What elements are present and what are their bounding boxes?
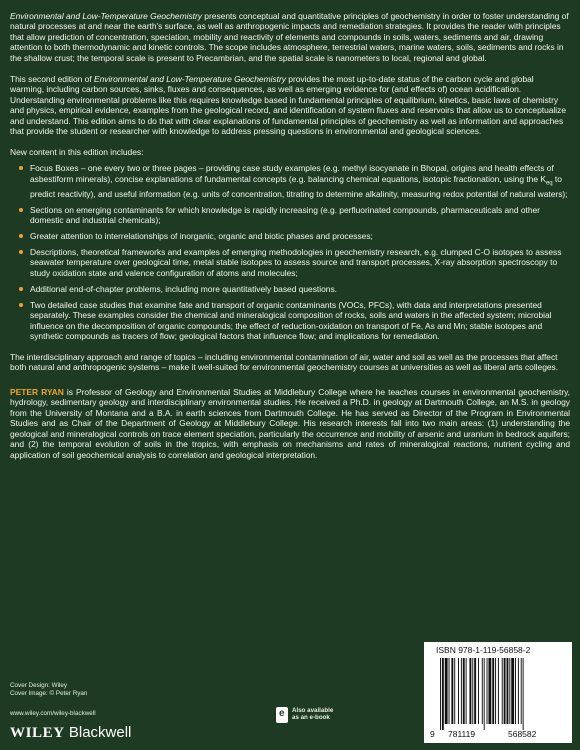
barcode-bar bbox=[472, 658, 473, 724]
barcode-bar bbox=[507, 658, 509, 724]
bullet-1-text-a: Focus Boxes – one every two or three pages – providing case study examples (e.g. methyl isocyanate in Bhopal, origins and health effects of asbestiform minerals), concise explanations of fundamental concepts (e.g. balancing chemical equations, isotopic fractionation, using the K bbox=[30, 163, 554, 184]
barcode-bar bbox=[466, 658, 467, 724]
barcode-bar bbox=[511, 658, 514, 724]
book-title-second: Environmental and Low-Temperature Geochemistry bbox=[93, 73, 286, 84]
barcode-bar bbox=[440, 658, 441, 730]
list-item bbox=[30, 163, 570, 199]
barcode-bar bbox=[461, 658, 462, 724]
barcode-group-1: 781119 bbox=[448, 729, 476, 739]
ebook-icon bbox=[276, 707, 288, 723]
barcode-bar bbox=[463, 658, 465, 724]
barcode-digit-lead: 9 bbox=[430, 729, 435, 739]
intro-paragraph bbox=[10, 11, 570, 63]
barcode-bar bbox=[515, 658, 516, 724]
list-item: Additional end-of-chapter problems, including more quantitatively based questions. bbox=[30, 284, 570, 294]
barcode-bar bbox=[449, 658, 450, 724]
second-edition-paragraph bbox=[10, 74, 570, 137]
book-title: Environmental and Low-Temperature Geochemistry bbox=[10, 11, 202, 21]
barcode-bar bbox=[492, 658, 494, 724]
barcode-bar bbox=[454, 658, 455, 724]
barcode-bar bbox=[523, 658, 524, 730]
barcode-bar bbox=[445, 658, 448, 724]
barcode-group-2: 568582 bbox=[508, 729, 537, 739]
barcode-bar bbox=[498, 658, 499, 724]
isbn-label: ISBN 978-1-119-56858-2 bbox=[436, 645, 531, 655]
barcode-bar bbox=[502, 658, 503, 724]
barcode-bar bbox=[488, 658, 491, 724]
barcode-bar bbox=[509, 658, 510, 724]
barcode-bar bbox=[482, 658, 483, 724]
barcode-bar bbox=[521, 658, 522, 724]
barcode-box bbox=[424, 642, 572, 743]
bullet-1-text-b: to predict reactivity), and useful information (e.g. units of concentration, titrating to determine alkalinity, measuring redox potential of natural waters); bbox=[30, 173, 568, 200]
cover-design-credit: Cover Design: Wiley bbox=[10, 682, 68, 689]
barcode-bar bbox=[451, 658, 453, 724]
list-item: Two detailed case studies that examine fate and transport of organic contaminants (VOCs, PFCs), with data and interpretations presented separately. These examples consider the chemical and mineralogical composition of rocks, soils and waters in the affected system; microbial influence on the decomposition of organic compounds; the effect of reduction-oxidation on transport of Fe, As and Mn; stable isotopes and synthetic compounds as tracers of flow; geological factors that influence flow; and implications for remediation. bbox=[30, 300, 570, 342]
second-edition-text: provides the most up-to-date status of the carbon cycle and global warming, including carbon sources, sinks, fluxes and consequences, as well as emerging evidence for (and effects of) ocean acidification. Understanding environmental problems like this requires knowledge based in fundamental principles of equilibrium, kinetics, basic laws of chemistry and physics, empirical evidence, examples from the geological record, and identification of system fluxes and reservoirs that allow us to conceptualize and understand. This edition aims to do that with clear explanations of fundamental principles of geochemistry as well as information and approaches that provide the student or researcher with knowledge to address pressing questions in environmental and geological sciences. bbox=[10, 73, 567, 137]
ebook-line-2: as an e-book bbox=[292, 714, 330, 722]
barcode-bar bbox=[518, 658, 519, 724]
barcode-bar bbox=[442, 658, 444, 730]
barcode-bar bbox=[458, 658, 459, 724]
publisher-blackwell: Blackwell bbox=[68, 724, 132, 741]
barcode-bars bbox=[440, 658, 524, 730]
list-item: Greater attention to interrelationships of inorganic, organic and biotic phases and processes; bbox=[30, 231, 570, 241]
ebook-text bbox=[292, 707, 333, 722]
new-content-heading: New content in this edition includes: bbox=[10, 146, 144, 157]
ebook-notice bbox=[276, 707, 333, 723]
barcode-bar bbox=[487, 658, 488, 724]
ebook-line-1: Also available bbox=[292, 707, 334, 714]
intro-text: presents conceptual and quantitative principles of geochemistry in order to foster understanding of natural processes at and near the earth's surface, as well as anthropogenic impacts and remediation strategies. It provides the reader with principles that allow prediction of concentration, speciation, mobility and reactivity of elements and compounds in soils, waters, sediments and air, drawing attention to both thermodynamic and kinetic controls. The scope includes atmosphere, terrestrial waters, marine waters, soils, sediments and rocks in the shallow crust; the temporal scale is present to Precambrian, and the spatial scale is nanometers to local, regional and global. bbox=[10, 11, 569, 63]
closing-paragraph: The interdisciplinary approach and range of topics – including environmental contamination of air, water and soil as well as the processes that affect both natural and anthropogenic systems – make it well-suited for environmental geochemistry courses at universities as well as liberal arts colleges. bbox=[10, 351, 559, 373]
barcode-bar bbox=[474, 658, 476, 724]
author-name: PETER RYAN bbox=[10, 386, 64, 397]
barcode-bar bbox=[484, 658, 485, 730]
barcode-bar bbox=[478, 658, 479, 724]
cover-image-credit: Cover Image: © Peter Ryan bbox=[10, 690, 88, 698]
second-edition-start: This second edition of bbox=[10, 73, 94, 84]
new-content-list bbox=[10, 163, 570, 341]
publisher-logo bbox=[10, 724, 131, 742]
bullet-1-subscript: eq bbox=[545, 180, 553, 187]
barcode-bar bbox=[469, 658, 471, 724]
publisher-wiley: WILEY bbox=[10, 725, 65, 741]
barcode-bar bbox=[504, 658, 506, 724]
description-text bbox=[10, 11, 570, 471]
barcode-bar bbox=[495, 658, 496, 724]
author-bio bbox=[10, 387, 570, 460]
cover-credits bbox=[10, 682, 87, 698]
list-item: Descriptions, theoretical frameworks and examples of emerging methodologies in geochemistry research, e.g. clumped C-O isotopes to assess seawater temperature over geological time, metal stable isotopes to assess source and transport processes, X-ray absorption spectroscopy to study oxidation state and valence configuration of atoms and molecules; bbox=[30, 247, 570, 278]
barcode-icon bbox=[430, 658, 566, 740]
list-item: Sections on emerging contaminants for which knowledge is rapidly increasing (e.g. perfluorinated compounds, pharmaceuticals and other domestic and industrial chemicals); bbox=[30, 205, 570, 226]
author-bio-text: is Professor of Geology and Environmental Studies at Middlebury College where he teaches courses in environmental geochemistry, hydrology, sedimentary geology and interdisciplinary environmental studies. He received a Ph.D. in geology at Dartmouth College, an M.S. in geology from the University of Montana and a B.A. in earth sciences from Dartmouth College. He has served as Director of the Program in Environmental Studies and as Chair of the Department of Geology at Middlebury College. His research interests fall into two main areas: (1) understanding the geological and mineralogical controls on trace element speciation, particularly the occurrence and mobility of arsenic and uranium in bedrock aquifers; and (2) the temporal evolution of soils in the tropics, with emphasis on mechanisms and rates of mineralogical reactions, nutrient cycling and application of soil geochemical analysis to correlation and geological interpretation. bbox=[10, 386, 571, 460]
website-link[interactable]: www.wiley.com/wiley-blackwell bbox=[10, 710, 96, 717]
